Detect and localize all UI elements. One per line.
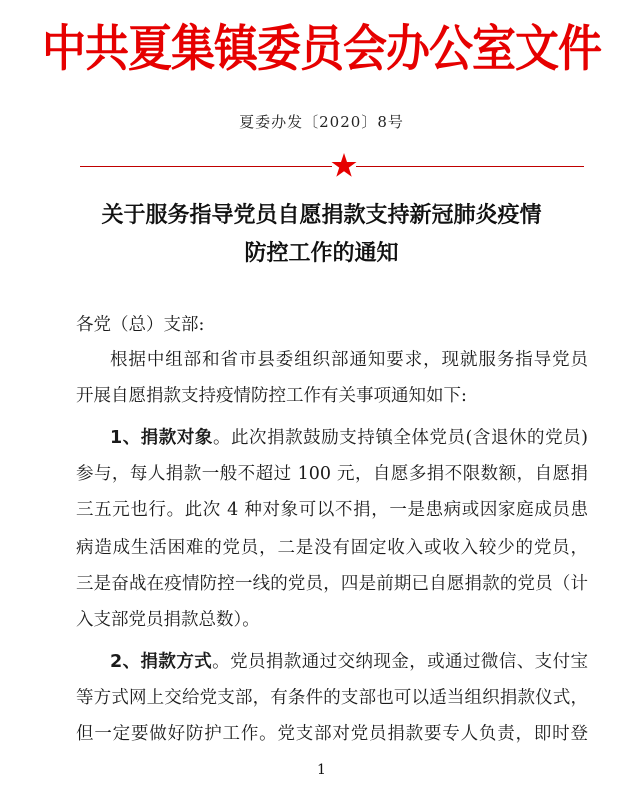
section2-label: 2、捐款方式	[110, 652, 213, 672]
salutation: 各党（总）支部:	[76, 315, 205, 335]
section1-line: 病造成生活困难的党员，二是没有固定收入或收入较少的党员，	[76, 538, 588, 558]
section1-line: 三五元也行。此次 4 种对象可以不捐，一是患病或因家庭成员患	[76, 500, 588, 520]
section2-line: 但一定要做好防护工作。党支部对党员捐款要专人负责，即时登	[76, 724, 588, 744]
section1-first-line	[110, 426, 588, 450]
section1-label: 1、捐款对象	[110, 428, 213, 448]
section1-line: 三是奋战在疫情防控一线的党员，四是前期已自愿捐款的党员（计	[76, 574, 588, 594]
section2-first-line	[110, 650, 588, 674]
star-shape	[332, 153, 357, 177]
document-number: 夏委办发〔2020〕8号	[239, 113, 404, 131]
section2-line: 等方式网上交给党支部，有条件的支部也可以适当组织捐款仪式，	[76, 688, 588, 708]
header-divider-left	[80, 166, 332, 167]
section2-first-line-text: 。党员捐款通过交纳现金，或通过微信、支付宝	[212, 652, 588, 672]
document-header-title: 中共夏集镇委员会办公室文件	[42, 20, 601, 78]
section1-line: 参与，每人捐款一般不超过 100 元，自愿多捐不限数额，自愿捐	[76, 464, 588, 484]
page-number: 1	[317, 762, 326, 778]
section1-first-line-text: 。此次捐款鼓励支持镇全体党员(含退休的党员)	[212, 428, 588, 448]
star-icon	[331, 152, 357, 178]
notice-heading-line-2: 防控工作的通知	[244, 240, 399, 266]
section1-line: 入支部党员捐款总数）。	[76, 610, 260, 630]
intro-line: 开展自愿捐款支持疫情防控工作有关事项通知如下:	[76, 386, 467, 406]
header-divider-right	[356, 166, 584, 167]
notice-heading-line-1: 关于服务指导党员自愿捐款支持新冠肺炎疫情	[101, 202, 542, 228]
intro-line: 根据中组部和省市县委组织部通知要求，现就服务指导党员	[110, 350, 588, 370]
